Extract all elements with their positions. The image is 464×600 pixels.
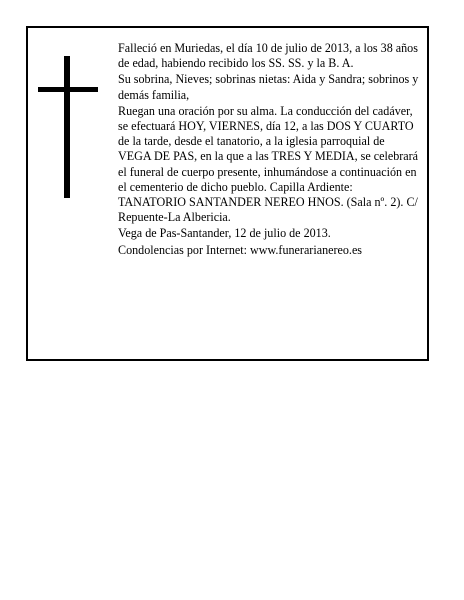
death-announcement: Falleció en Muriedas, el día 10 de julio de 2013, a los 38 años de edad, habiendo recibido los SS. SS. y la B. A. — [118, 41, 418, 71]
obituary-notice — [26, 26, 429, 361]
cross-horizontal-bar — [38, 87, 98, 92]
cross-vertical-bar — [64, 56, 70, 198]
place-date: Vega de Pas-Santander, 12 de julio de 2013. — [118, 226, 331, 241]
family-mourners: Su sobrina, Nieves; sobrinas nietas: Aida y Sandra; sobrinos y demás familia, — [118, 72, 419, 102]
funeral-details: Ruegan una oración por su alma. La conducción del cadáver, se efectuará HOY, VIERNES, día 12, a las DOS Y CUARTO de la tarde, desde el tanatorio, a la iglesia parroquial de VEGA DE PAS, en la que a las TRES Y MEDIA, se celebrará el funeral de cuerpo presente, inhumándose a continuación en el cementerio de dicho pueblo. Capilla Ardiente: TANATORIO SANTANDER NEREO HNOS. (Sala nº. 2). C/ Repuente-La Albericia. — [118, 103, 419, 225]
online-condolences: Condolencias por Internet: www.funerarianereo.es — [118, 242, 363, 257]
latin-cross-icon — [38, 56, 98, 198]
notice-text — [118, 41, 420, 259]
